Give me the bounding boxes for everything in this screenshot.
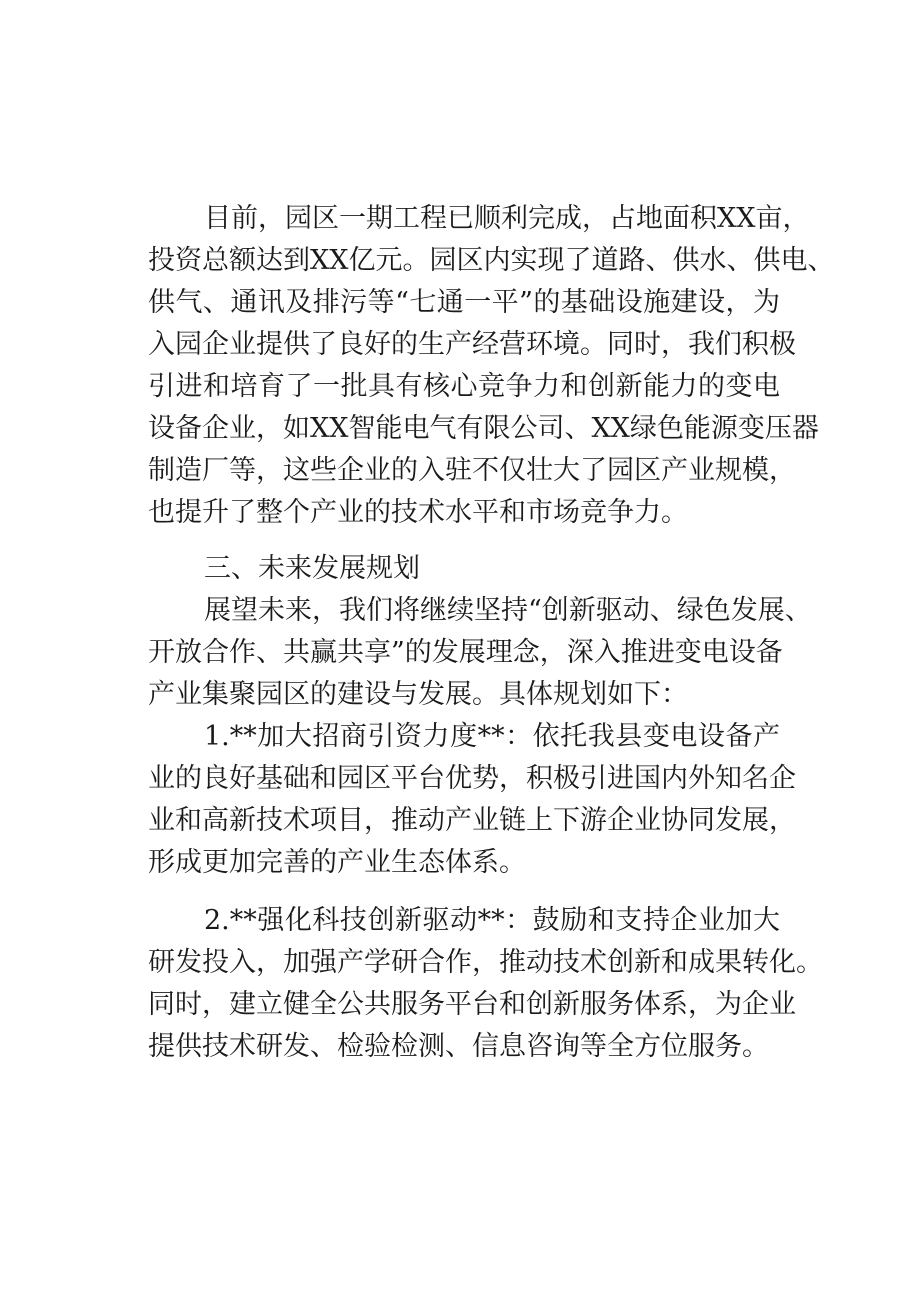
text-line: 投资总额达到XX亿元。园区内实现了道路、供水、供电、	[148, 245, 835, 276]
text-line: 引进和培育了一批具有核心竞争力和创新能力的变电	[148, 371, 780, 402]
text-line: 制造厂等，这些企业的入驻不仅壮大了园区产业规模，	[148, 455, 796, 486]
text-line: 设备企业，如XX智能电气有限公司、XX绿色能源变压器	[148, 413, 819, 444]
text-line: 也提升了整个产业的技术水平和市场竞争力。	[148, 497, 688, 528]
text-line: 目前，园区一期工程已顺利完成，占地面积XX亩，	[204, 203, 810, 234]
text-line: 业和高新技术项目，推动产业链上下游企业协同发展，	[148, 805, 796, 836]
paragraph-spacer	[148, 884, 780, 900]
text-line: 入园企业提供了良好的生产经营环境。同时，我们积极	[148, 329, 796, 360]
text-line: 2.**强化科技创新驱动**：鼓励和支持企业加大	[204, 905, 780, 936]
text-line: 形成更加完善的产业生态体系。	[148, 847, 526, 878]
document-body	[148, 198, 835, 1068]
text-line: 供气、通讯及排污等“七通一平”的基础设施建设，为	[148, 287, 780, 318]
plan-item-investment	[148, 716, 796, 884]
text-line: 提供技术研发、检验检测、信息咨询等全方位服务。	[148, 1031, 769, 1062]
text-line: 研发投入，加强产学研合作，推动技术创新和成果转化。	[148, 947, 823, 978]
text-line: 同时，建立健全公共服务平台和创新服务体系，为企业	[148, 989, 796, 1020]
plan-item-innovation	[148, 900, 823, 1068]
text-line: 产业集聚园区的建设与发展。具体规划如下：	[148, 679, 688, 710]
text-line: 业的良好基础和园区平台优势，积极引进国内外知名企	[148, 763, 796, 794]
text-line: 开放合作、共赢共享”的发展理念，深入推进变电设备	[148, 637, 783, 668]
text-line: 1.**加大招商引资力度**：依托我县变电设备产	[204, 721, 780, 752]
paragraph-park-status	[148, 198, 835, 534]
paragraph-future-outlook	[148, 590, 812, 716]
section-heading: 三、未来发展规划	[204, 553, 420, 584]
text-line: 展望未来，我们将继续坚持“创新驱动、绿色发展、	[204, 595, 812, 626]
